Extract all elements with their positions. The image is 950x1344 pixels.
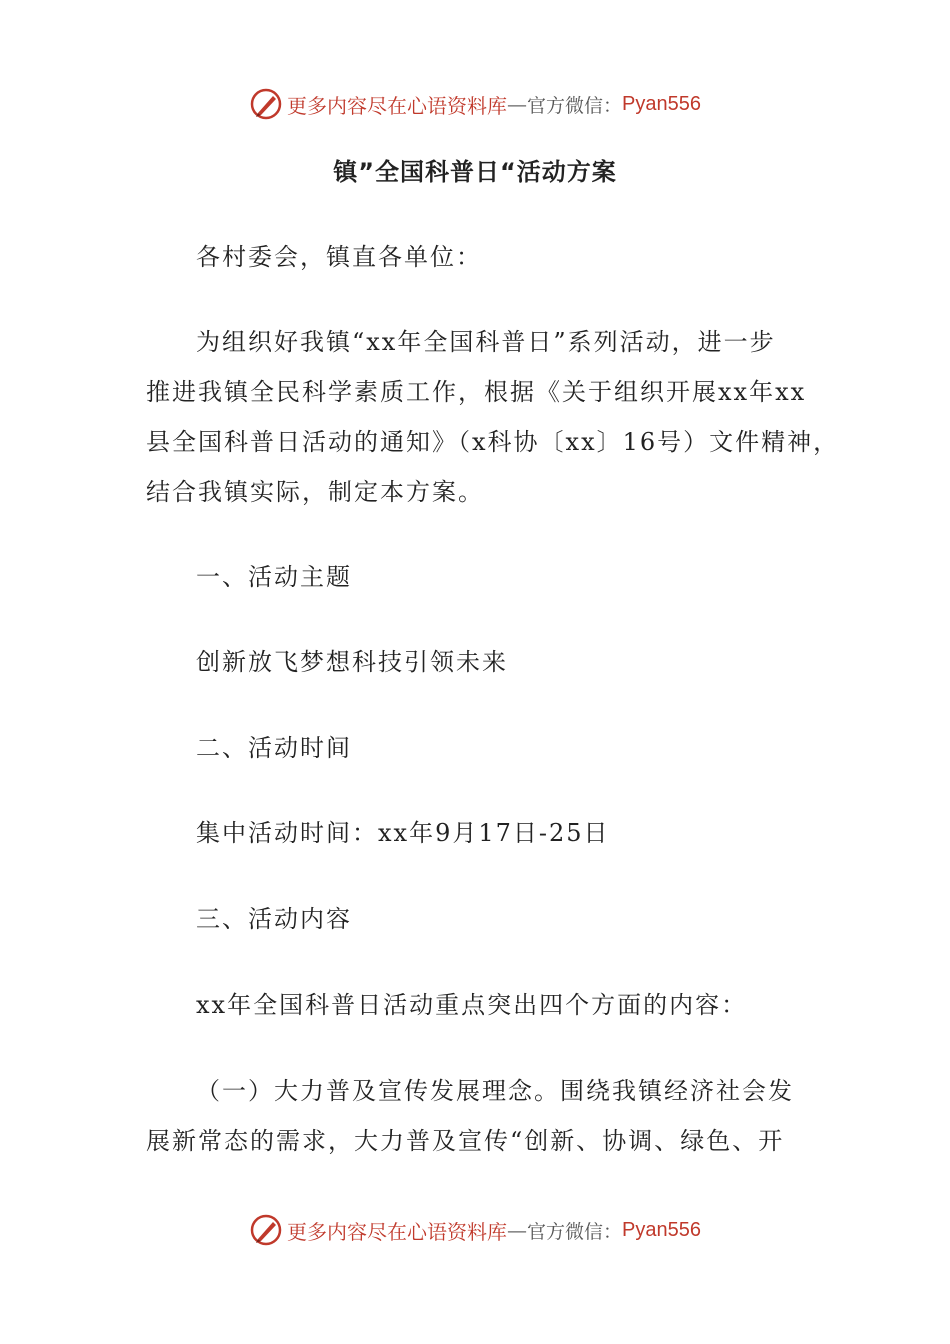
banner-wechat-label: 官方微信：: [527, 94, 623, 117]
document-title: 镇”全国科普日“活动方案: [333, 158, 617, 186]
banner-text: 更多内容尽在心语资料库: [287, 93, 507, 118]
intro-paragraph: [146, 317, 840, 517]
header-banner: [0, 84, 950, 124]
item1-line: （一）大力普及宣传发展理念。围绕我镇经济社会发: [196, 1077, 794, 1105]
banner-wechat-id: Pyan556: [622, 92, 701, 115]
section1-body: 创新放飞梦想科技引领未来: [196, 648, 508, 676]
footer-banner: [0, 1210, 950, 1250]
pen-logo-icon: [249, 87, 283, 121]
banner-dash: —: [507, 1218, 527, 1242]
greeting: 各村委会，镇直各单位：: [196, 243, 482, 271]
banner-wechat-label: 官方微信：: [527, 1220, 623, 1243]
item1-paragraph: [146, 1066, 836, 1166]
pen-logo-icon: [249, 1213, 283, 1247]
banner-wechat-id: Pyan556: [622, 1218, 701, 1241]
intro-line: 结合我镇实际，制定本方案。: [146, 478, 484, 506]
banner-text: 更多内容尽在心语资料库: [287, 1219, 507, 1244]
section3-intro: xx年全国科普日活动重点突出四个方面的内容：: [196, 991, 748, 1019]
banner-dash: —: [507, 92, 527, 116]
section1-heading: 一、活动主题: [196, 563, 352, 591]
section2-body: 集中活动时间：xx年9月17日-25日: [196, 819, 610, 847]
intro-line: 推进我镇全民科学素质工作，根据《关于组织开展xx年xx: [146, 378, 807, 406]
intro-line: 为组织好我镇“xx年全国科普日”系列活动，进一步: [196, 328, 776, 356]
item1-line: 展新常态的需求，大力普及宣传“创新、协调、绿色、开: [146, 1127, 785, 1155]
section3-heading: 三、活动内容: [196, 905, 352, 933]
section2-heading: 二、活动时间: [196, 734, 352, 762]
intro-line: 县全国科普日活动的通知》（x科协〔xx〕16号）文件精神，: [146, 428, 840, 456]
